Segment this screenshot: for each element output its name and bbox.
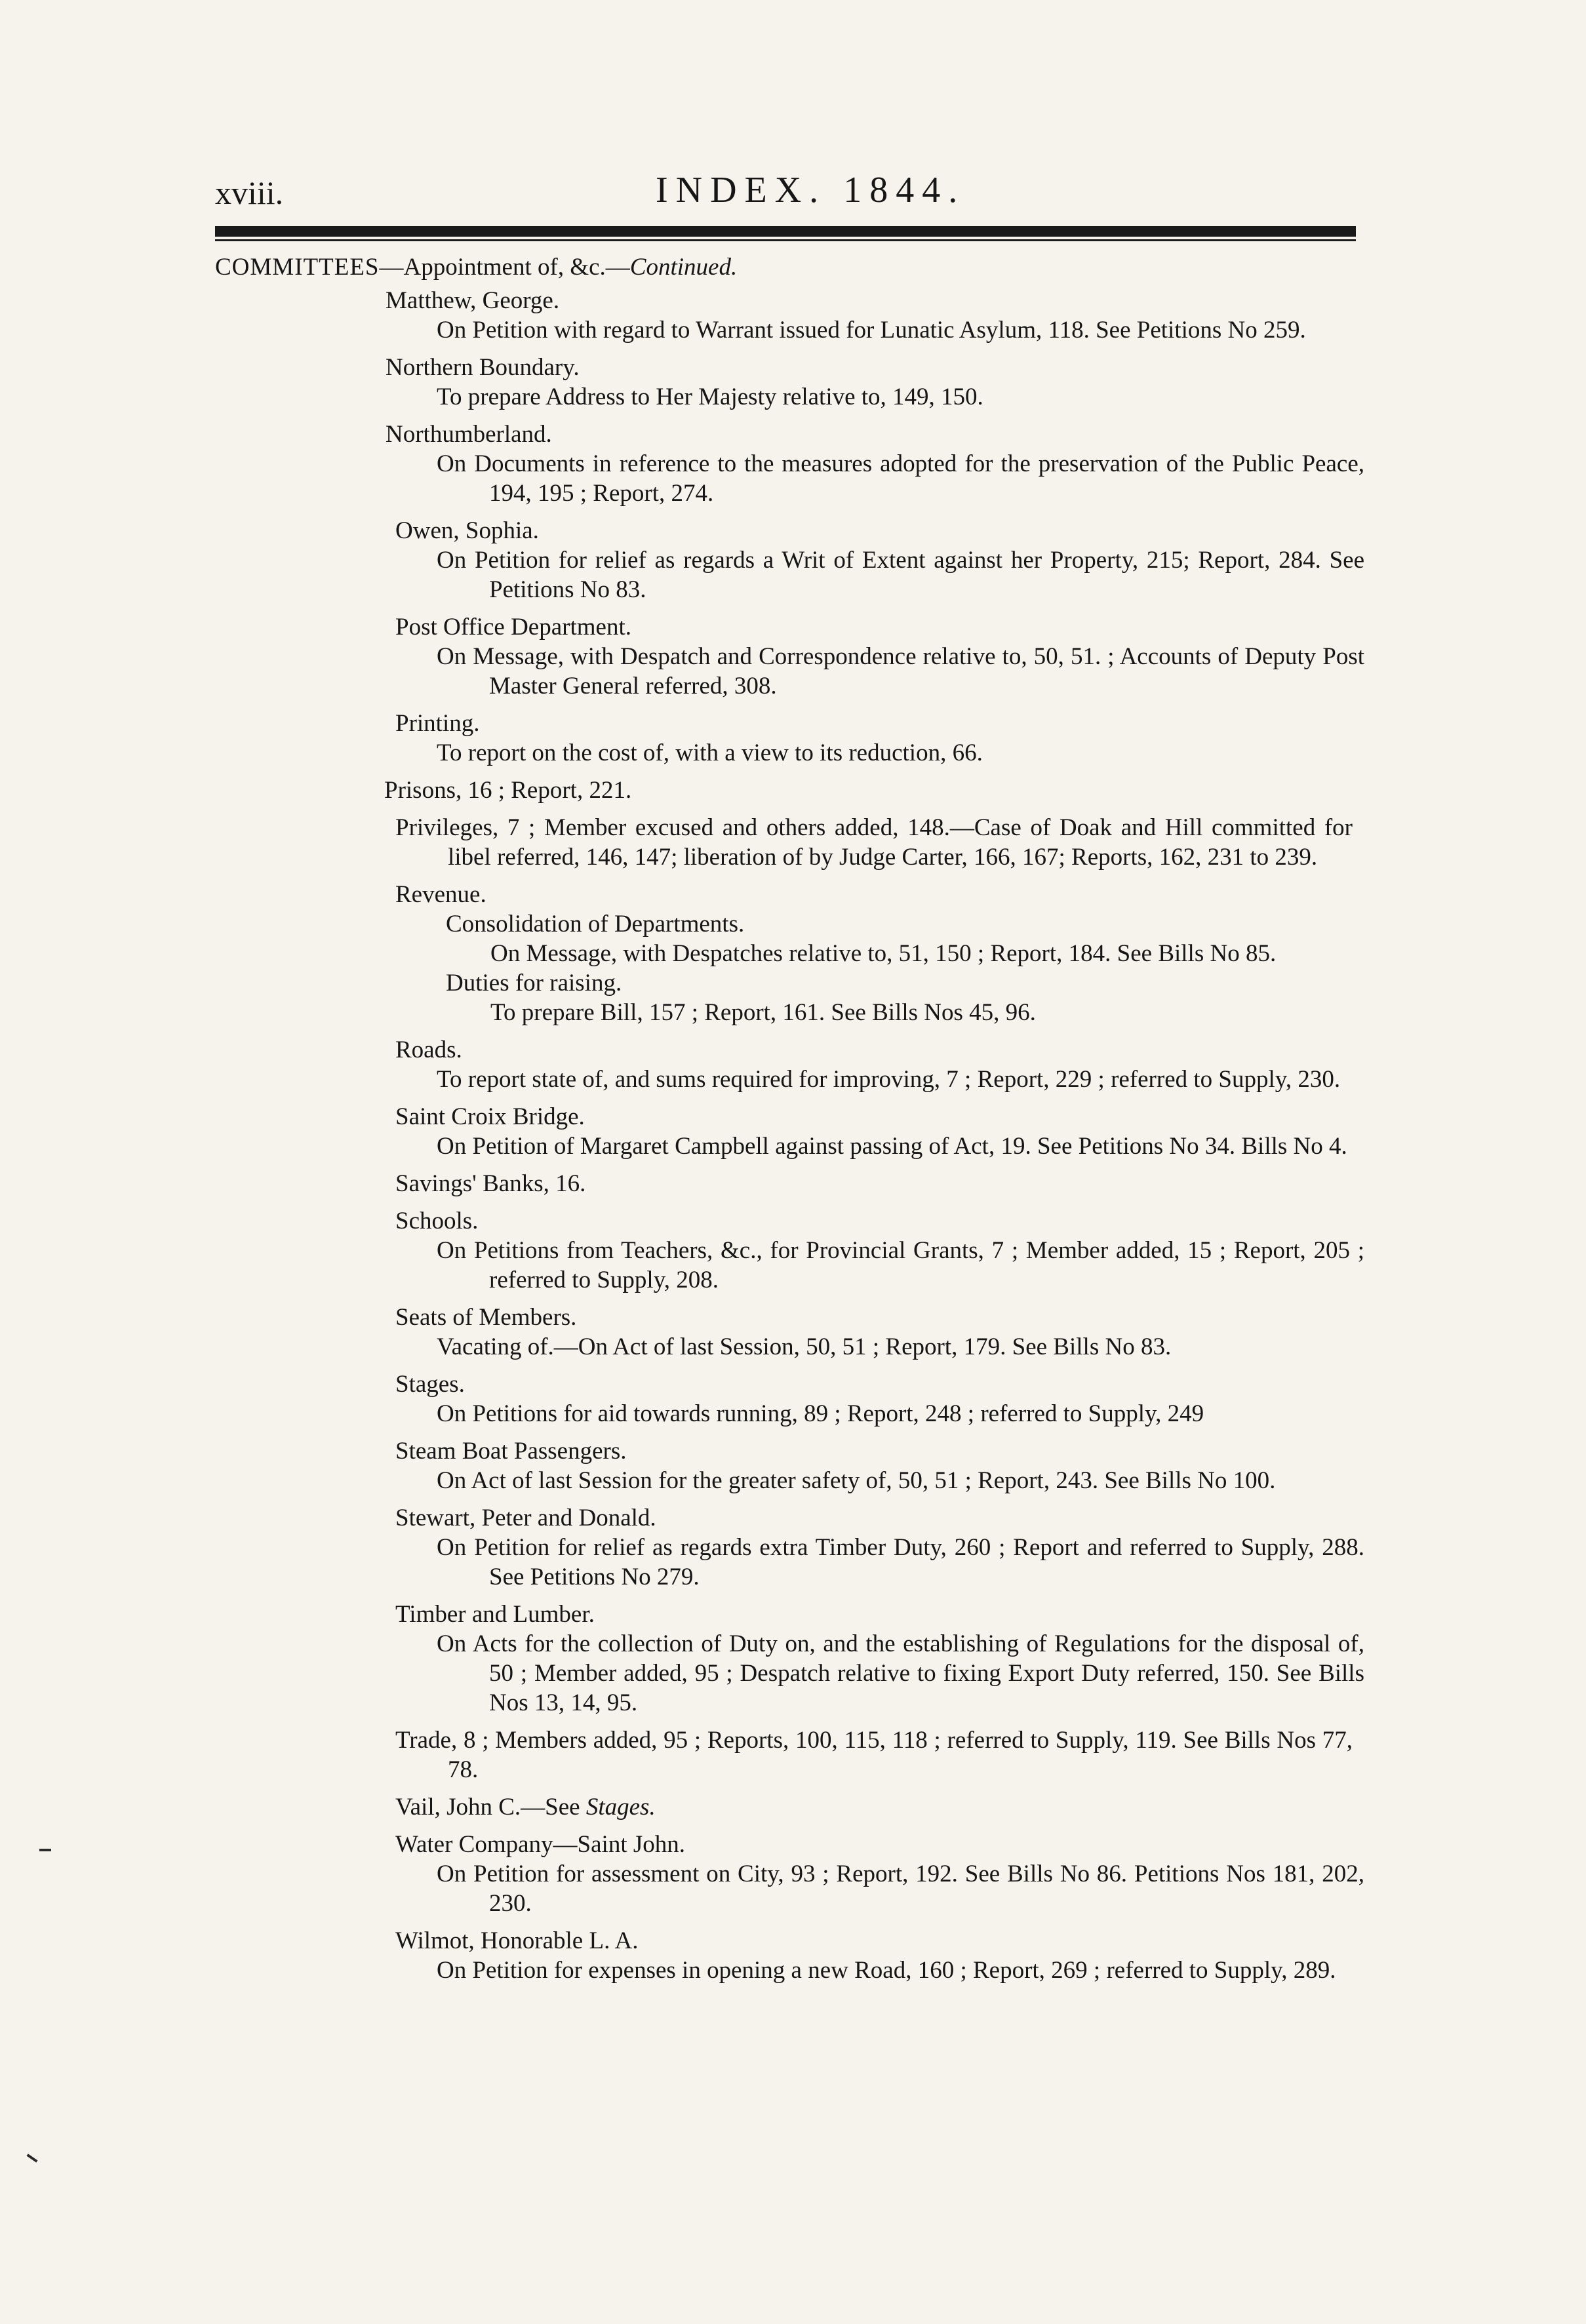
section-heading-main: COMMITTEES xyxy=(215,254,380,281)
entry-body: On Petition for relief as regards a Writ of Extent against her Property, 215; Report, 284. See Petitions No 83. xyxy=(437,547,1364,603)
entry-line: Prisons, 16 ; Report, 221. xyxy=(384,777,632,804)
index-content xyxy=(215,252,1382,1993)
index-entry xyxy=(215,1035,1382,1094)
index-entry xyxy=(215,1102,1382,1161)
sub-entry-body: To prepare Bill, 157 ; Report, 161. See Bills Nos 45, 96. xyxy=(490,999,1036,1026)
entry-body: On Petitions from Teachers, &c., for Provincial Grants, 7 ; Member added, 15 ; Report, 205 ; referred to Supply, 208. xyxy=(437,1237,1364,1293)
entry-body: To report on the cost of, with a view to its reduction, 66. xyxy=(437,739,983,766)
entry-head: Wilmot, Honorable L. A. xyxy=(395,1927,639,1954)
index-entry xyxy=(215,1369,1382,1428)
index-entry xyxy=(215,1830,1382,1918)
entry-body: To report state of, and sums required for improving, 7 ; Report, 229 ; referred to Supply, 230. xyxy=(437,1066,1341,1093)
entry-body: To prepare Address to Her Majesty relative to, 149, 150. xyxy=(437,384,983,410)
index-entry xyxy=(215,612,1382,701)
vail-see-link: Stages. xyxy=(585,1794,656,1821)
entry-body: On Acts for the collection of Duty on, and the establishing of Regulations for the disposal of, 50 ; Member added, 95 ; Despatch relative to fixing Export Duty referred, 150. See Bills Nos 13, 14, 95. xyxy=(437,1630,1364,1716)
sub-entry-head: Consolidation of Departments. xyxy=(446,911,745,937)
entry-head: Stages. xyxy=(395,1371,465,1398)
page-header xyxy=(0,0,1586,249)
index-entry xyxy=(215,1600,1382,1718)
margin-mark xyxy=(39,1849,51,1851)
header-rule-thin xyxy=(215,239,1356,241)
entry-body: On Petition for assessment on City, 93 ; Report, 192. See Bills No 86. Petitions Nos 181, 202, 230. xyxy=(437,1861,1364,1917)
vail-text: Vail, John C.—See xyxy=(395,1794,586,1821)
entry-head: Post Office Department. xyxy=(395,614,631,640)
index-entry xyxy=(215,776,1382,805)
entry-head: Owen, Sophia. xyxy=(395,517,539,544)
entry-body: On Documents in reference to the measures adopted for the preservation of the Public Peace, 194, 195 ; Report, 274. xyxy=(437,450,1364,507)
entry-body: Vacating of.—On Act of last Session, 50, 51 ; Report, 179. See Bills No 83. xyxy=(437,1333,1172,1360)
page-title xyxy=(656,169,965,211)
entry-body: On Petition for relief as regards extra Timber Duty, 260 ; Report and referred to Supply, 288. See Petitions No 279. xyxy=(437,1534,1364,1590)
entry-head: Seats of Members. xyxy=(395,1304,577,1331)
index-entry xyxy=(215,1206,1382,1295)
sub-entry-body: On Message, with Despatches relative to, 51, 150 ; Report, 184. See Bills No 85. xyxy=(490,940,1277,967)
entry-body: On Act of last Session for the greater safety of, 50, 51 ; Report, 243. See Bills No 100. xyxy=(437,1467,1276,1494)
entry-line: Trade, 8 ; Members added, 95 ; Reports, 100, 115, 118 ; referred to Supply, 119. See Bills Nos 77, 78. xyxy=(395,1727,1353,1783)
index-entry xyxy=(215,1303,1382,1362)
entry-head: Steam Boat Passengers. xyxy=(395,1438,627,1465)
margin-mark xyxy=(26,2154,37,2163)
index-entry xyxy=(215,1503,1382,1592)
entry-head: Revenue. xyxy=(395,881,486,908)
entry-head: Printing. xyxy=(395,710,480,737)
entry-body: On Petition of Margaret Campbell against passing of Act, 19. See Petitions No 34. Bills No 4. xyxy=(437,1133,1347,1160)
section-heading xyxy=(215,252,1382,282)
sub-entry-head: Duties for raising. xyxy=(446,970,622,996)
entry-head: Timber and Lumber. xyxy=(395,1601,595,1628)
entry-head: Stewart, Peter and Donald. xyxy=(395,1505,656,1531)
entry-head: Northern Boundary. xyxy=(386,354,580,381)
index-entry xyxy=(215,1792,1382,1822)
index-year: 1844. xyxy=(843,170,966,210)
entry-head: Roads. xyxy=(395,1036,462,1063)
index-entry xyxy=(215,1436,1382,1495)
entry-head: Water Company—Saint John. xyxy=(395,1831,685,1858)
entry-head: Schools. xyxy=(395,1208,479,1234)
index-title: INDEX. xyxy=(656,170,827,210)
entry-line: Savings' Banks, 16. xyxy=(395,1170,586,1197)
entry-body: On Petition for expenses in opening a new Road, 160 ; Report, 269 ; referred to Supply, 289. xyxy=(437,1957,1336,1984)
header-rule-thick xyxy=(215,226,1356,237)
index-entry xyxy=(215,353,1382,412)
section-heading-sub: —Appointment of, &c.— xyxy=(379,254,630,281)
index-entry xyxy=(215,813,1382,872)
entry-body: On Message, with Despatch and Correspondence relative to, 50, 51. ; Accounts of Deputy Post Master General referred, 308. xyxy=(437,643,1364,699)
entry-head: Northumberland. xyxy=(386,421,552,448)
index-entry xyxy=(215,1725,1382,1784)
index-entry xyxy=(215,516,1382,604)
index-entry xyxy=(215,709,1382,768)
entry-body: On Petition with regard to Warrant issued for Lunatic Asylum, 118. See Petitions No 259. xyxy=(437,317,1306,344)
page-number: xviii. xyxy=(215,174,284,211)
index-entry xyxy=(215,1926,1382,1985)
entry-head: Matthew, George. xyxy=(386,287,560,314)
index-entry xyxy=(215,420,1382,508)
entry-head: Saint Croix Bridge. xyxy=(395,1103,585,1130)
entry-body: On Petitions for aid towards running, 89 ; Report, 248 ; referred to Supply, 249 xyxy=(437,1400,1204,1427)
index-entry xyxy=(215,880,1382,1027)
entry-line xyxy=(215,1792,1382,1822)
index-entry xyxy=(215,286,1382,345)
section-heading-continued: Continued. xyxy=(629,254,738,281)
entry-line: Privileges, 7 ; Member excused and others added, 148.—Case of Doak and Hill committed for libel referred, 146, 147; liberation of by Judge Carter, 166, 167; Reports, 162, 231 to 239. xyxy=(395,814,1353,871)
index-entry xyxy=(215,1169,1382,1198)
